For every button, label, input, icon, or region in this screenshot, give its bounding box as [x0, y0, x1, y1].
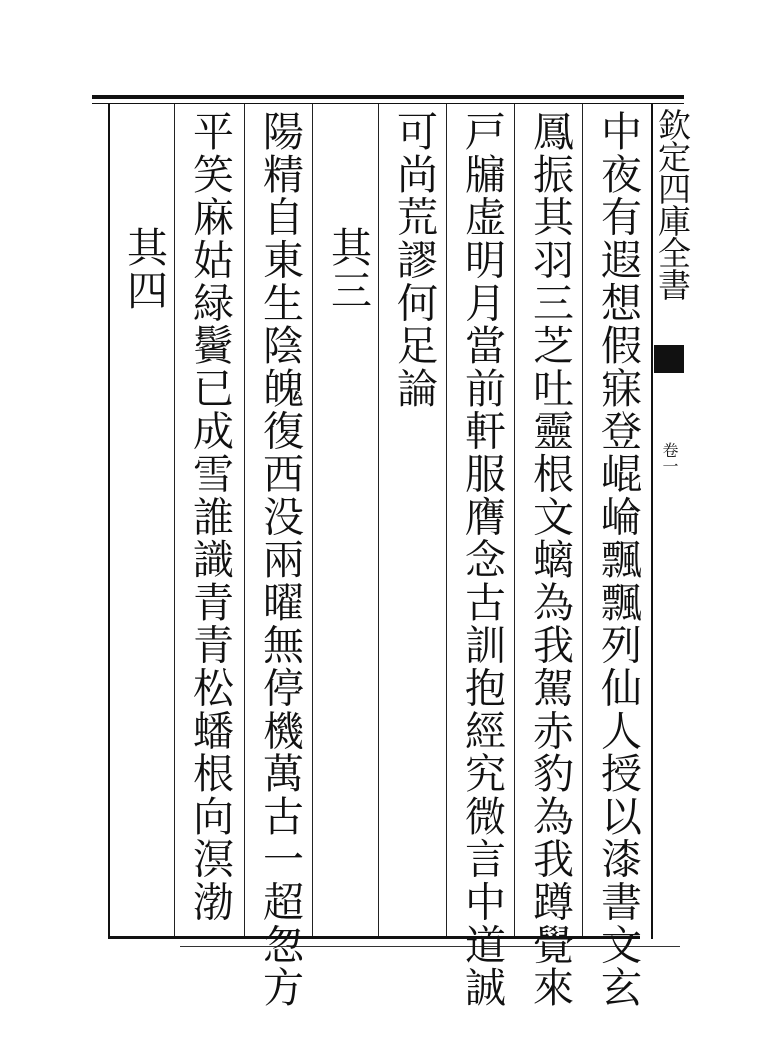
text-column-3: 戸牖虚明月當前軒服膺念古訓抱經究微言中道誠	[458, 110, 506, 1009]
text-column-2: 鳳振其羽三芝吐靈根文螭為我駕赤豹為我蹲覺來	[526, 110, 574, 1009]
top-border-inner	[92, 103, 684, 104]
book-title: 欽定四庫全書	[653, 108, 692, 300]
column-rule	[514, 104, 515, 936]
column-rule	[378, 104, 379, 936]
left-border	[108, 103, 110, 939]
text-column-7: 平笑麻姑緑鬢已成雪誰識青青松蟠根向溟渤	[186, 110, 234, 924]
poem-heading-3: 其三	[324, 226, 372, 312]
text-column-1: 中夜有遐想假寐登崐崘飄飄列仙人授以漆書文玄	[594, 110, 642, 1009]
text-column-6: 陽精自東生陰魄復西没兩曜無停機萬古一超忽方	[256, 110, 304, 1009]
top-border	[92, 95, 684, 99]
poem-heading-4: 其四	[120, 226, 168, 312]
column-rule	[244, 104, 245, 936]
fish-tail-mark	[654, 345, 684, 373]
volume-label: 卷一	[660, 442, 679, 474]
column-rule	[582, 104, 583, 936]
column-rule	[446, 104, 447, 936]
text-column-4: 可尚荒謬何足論	[390, 110, 438, 410]
column-rule	[312, 104, 313, 936]
column-rule	[174, 104, 175, 936]
